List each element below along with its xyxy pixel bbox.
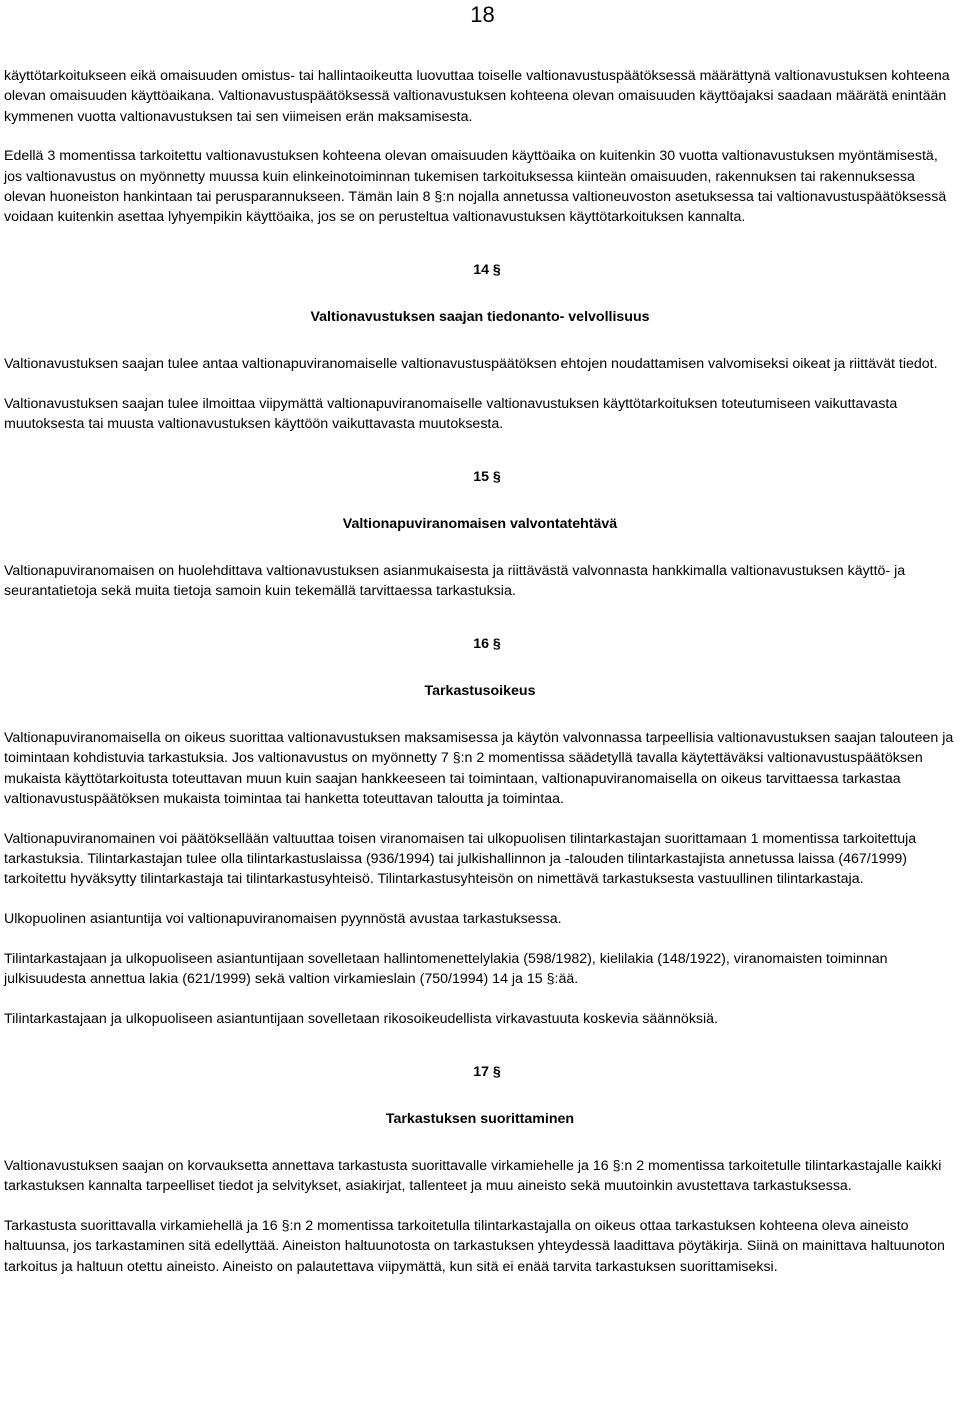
paragraph: Valtionapuviranomaisella on oikeus suorittaa valtionavustuksen maksamisessa ja käytön valvonnassa tarpeellisia valtionavustuksen saajan talouteen ja toimintaan kohdistuvia tarkastuksia. Jos valtionavustus on myönnetty 7 §:n 2 momentissa säädetyllä tavalla käytettäväksi valtionavustuspäätöksen mukaista käyttötarkoitusta toteuttavan muun kuin saajan hankkeeseen tai toimintaan, valtionapuviranomaisella on oikeus tarvittaessa tarkastaa valtionavustuspäätöksen mukaista toimintaa tai hanketta toteuttavan taloutta ja toimintaa. bbox=[4, 730, 954, 807]
section-title: Valtionavustuksen saajan tiedonanto- velvollisuus bbox=[310, 309, 650, 326]
section-title: Tarkastusoikeus bbox=[424, 683, 536, 700]
paragraph: Tilintarkastajaan ja ulkopuoliseen asiantuntijaan sovelletaan hallintomenettelylakia (598/1982), kielilakia (148/1922), viranomaisten toiminnan julkisuudesta annettua lakia (621/1999) sekä valtion virkamieslain (750/1994) 14 ja 15 §:ää. bbox=[4, 950, 888, 988]
document-body bbox=[4, 66, 956, 1296]
paragraph: käyttötarkoitukseen eikä omaisuuden omistus- tai hallintaoikeutta luovuttaa toiselle valtionavustuspäätöksessä määrättynä valtionavustuksen kohteena olevan omaisuuden käyttöaikana. Valtionavustuspäätöksessä valtionavustuksen kohteena olevan omaisuuden käyttöajaksi saadaan määrätä enintään kymmenen vuotta valtionavustuksen tai sen viimeisen erän maksamisesta. bbox=[4, 68, 950, 125]
section-number: 17 § bbox=[473, 1063, 501, 1080]
paragraph: Tilintarkastajaan ja ulkopuoliseen asiantuntijaan sovelletaan rikosoikeudellista virkavastuuta koskevia säännöksiä. bbox=[4, 1011, 718, 1028]
paragraph: Valtionapuviranomaisen on huolehdittava valtionavustuksen asianmukaisesta ja riittävästä valvonnasta hankkimalla valtionavustuksen käyttö- ja seurantatietoja sekä muita tietoja samoin kuin tekemällä tarvittaessa tarkastuksia. bbox=[4, 562, 906, 600]
section-number: 14 § bbox=[473, 262, 501, 279]
section-number: 16 § bbox=[473, 636, 501, 653]
section-title: Valtionapuviranomaisen valvontatehtävä bbox=[342, 515, 618, 532]
paragraph: Valtionavustuksen saajan tulee antaa valtionapuviranomaiselle valtionavustuspäätöksen ehtojen noudattamisen valvomiseksi oikeat ja riittävät tiedot. bbox=[4, 356, 938, 373]
paragraph: Tarkastusta suorittavalla virkamiehellä ja 16 §:n 2 momentissa tarkoitetulla tilintarkastajalla on oikeus ottaa tarkastuksen kohteena oleva aineisto haltuunsa, jos tarkastaminen sitä edellyttää. Aineiston haltuunotosta on tarkastuksen yhteydessä laadittava pöytäkirja. Siinä on mainittava haltuunoton tarkoitus ja haltuun otettu aineisto. Aineisto on palautettava viipymättä, kun sitä ei enää tarvita tarkastuksen suorittamiseksi. bbox=[4, 1217, 945, 1275]
paragraph: Valtionavustuksen saajan tulee ilmoittaa viipymättä valtionapuviranomaiselle valtionavustuksen käyttötarkoituksen toteutumiseen vaikuttavasta muutoksesta tai muusta valtionavustuksen käyttöön vaikuttavasta muutoksesta. bbox=[4, 395, 898, 433]
paragraph: Ulkopuolinen asiantuntija voi valtionapuviranomaisen pyynnöstä avustaa tarkastuksessa. bbox=[4, 911, 562, 928]
paragraph: Valtionapuviranomainen voi päätöksellään valtuuttaa toisen viranomaisen tai ulkopuolisen tilintarkastajan suorittamaan 1 momentissa tarkoitettuja tarkastuksia. Tilintarkastajan tulee olla tilintarkastuslaissa (936/1994) tai julkishallinnon ja -talouden tilintarkastajista annetussa laissa (467/1999) tarkoitettu hyväksytty tilintarkastaja tai tilintarkastusyhteisö. Tilintarkastusyhteisön on nimettävä tarkastuksesta vastuullinen tilintarkastaja. bbox=[4, 830, 917, 888]
paragraph: Edellä 3 momentissa tarkoitettu valtionavustuksen kohteena olevan omaisuuden käyttöaika on kuitenkin 30 vuotta valtionavustuksen myöntämisestä, jos valtionavustus on myönnetty muussa kuin elinkeinotoiminnan tukemisen tarkoituksessa kiinteän omaisuuden, rakennuksen tai rakennuksessa olevan huoneiston hankintaan tai perusparannukseen. Tämän lain 8 §:n nojalla annetussa valtioneuvoston asetuksessa tai valtionavustuspäätöksessä voidaan kuitenkin asettaa lyhyempikin käyttöaika, jos se on perusteltua valtionavustuksen käyttötarkoituksen kannalta. bbox=[4, 148, 947, 226]
section-number: 15 § bbox=[473, 468, 501, 485]
page-number: 18 bbox=[470, 2, 495, 27]
section-title: Tarkastuksen suorittaminen bbox=[385, 1110, 575, 1127]
paragraph: Valtionavustuksen saajan on korvauksetta annettava tarkastusta suorittavalle virkamiehelle ja 16 §:n 2 momentissa tarkoitetulle tilintarkastajalle kaikki tarkastuksen kannalta tarpeelliset tiedot ja selvitykset, asiakirjat, tallenteet ja muu aineisto sekä muutoinkin avustettava tarkastuksessa. bbox=[4, 1157, 942, 1195]
